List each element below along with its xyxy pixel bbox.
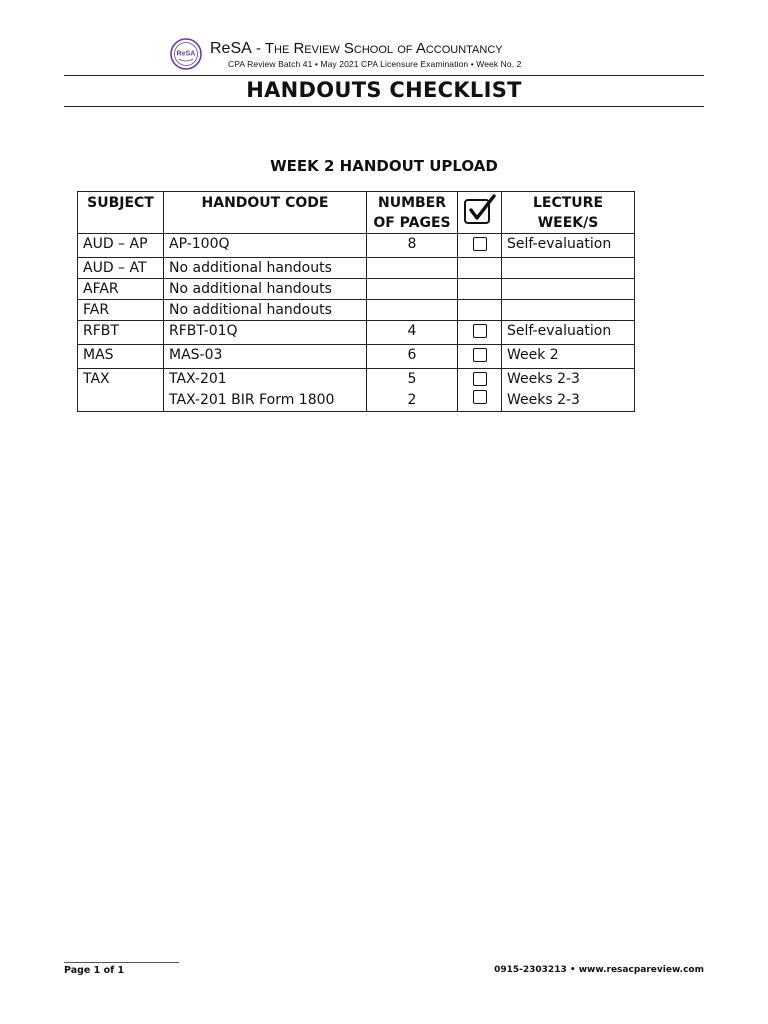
row-subject: AUD – AT [78,258,164,279]
row-check [458,258,502,279]
table-row [78,369,635,412]
row-handout-code: RFBT-01Q [164,321,367,345]
org-name [210,40,503,58]
page-number: Page 1 of 1 [64,965,125,976]
table-header-row [78,192,635,234]
checkbox-checked-icon [463,194,497,226]
header-subtitle: CPA Review Batch 41 • May 2021 CPA Licensure Examination • Week No. 2 [228,59,522,69]
row-pages [367,300,458,321]
handouts-table [77,191,635,412]
row-handout-code-line: TAX-201 BIR Form 1800 [169,392,335,408]
row-pages: 8 [367,234,458,258]
row-check[interactable] [458,321,502,345]
table-row [78,345,635,369]
footer-rule [64,962,179,963]
resa-logo-icon [170,38,202,70]
row-lecture-line: Weeks 2-3 [507,392,580,408]
row-check[interactable] [458,234,502,258]
row-lecture [502,279,635,300]
page-title: HANDOUTS CHECKLIST [246,78,522,102]
header-subject: SUBJECT [78,192,164,234]
row-pages-line: 5 [407,371,417,387]
row-subject: TAX [78,369,164,412]
row-handout-code: AP-100Q [164,234,367,258]
row-lecture: Self-evaluation [502,321,635,345]
row-handout-code: MAS-03 [164,345,367,369]
header-lecture-weeks [502,192,635,234]
header-number-of-pages [367,192,458,234]
org-brand: ReSA [210,40,252,57]
row-lecture [502,258,635,279]
header-pages-line1: NUMBER [377,195,447,211]
footer-contact: 0915-2303213 • www.resacpareview.com [494,965,704,975]
org-name-rest: - The Review School of Accountancy [251,40,503,57]
checkbox-empty-icon[interactable] [473,390,487,404]
checkbox-empty-icon[interactable] [473,372,487,386]
header-lecture-line2: WEEK/S [537,215,599,231]
row-check [458,300,502,321]
table-row [78,234,635,258]
row-lecture: Week 2 [502,345,635,369]
row-subject: AFAR [78,279,164,300]
header-check [458,192,502,234]
checkbox-empty-icon[interactable] [473,237,487,251]
row-check[interactable] [458,345,502,369]
row-subject: MAS [78,345,164,369]
row-lecture-line: Weeks 2-3 [507,371,580,387]
row-lecture [502,369,635,412]
row-subject: AUD – AP [78,234,164,258]
logo-text: ReSA [176,50,196,58]
row-pages: 4 [367,321,458,345]
row-handout-code [164,369,367,412]
table-row [78,300,635,321]
row-lecture [502,300,635,321]
checkbox-empty-icon[interactable] [473,348,487,362]
row-handout-code: No additional handouts [164,258,367,279]
title-top-rule [64,75,704,76]
header-handout-code: HANDOUT CODE [164,192,367,234]
table-row [78,321,635,345]
row-subject: RFBT [78,321,164,345]
row-pages: 6 [367,345,458,369]
row-lecture: Self-evaluation [502,234,635,258]
header-pages-line2: OF PAGES [373,215,451,231]
row-check [458,279,502,300]
row-pages [367,258,458,279]
row-handout-code-line: TAX-201 [169,371,227,387]
checkbox-empty-icon[interactable] [473,324,487,338]
title-bottom-rule [64,106,704,107]
row-handout-code: No additional handouts [164,279,367,300]
row-subject: FAR [78,300,164,321]
row-handout-code: No additional handouts [164,300,367,321]
row-pages [367,279,458,300]
table-row [78,258,635,279]
section-title: WEEK 2 HANDOUT UPLOAD [270,157,498,175]
table-row [78,279,635,300]
row-pages-line: 2 [407,392,417,408]
row-check[interactable] [458,369,502,412]
header-lecture-line1: LECTURE [532,195,604,211]
row-pages [367,369,458,412]
